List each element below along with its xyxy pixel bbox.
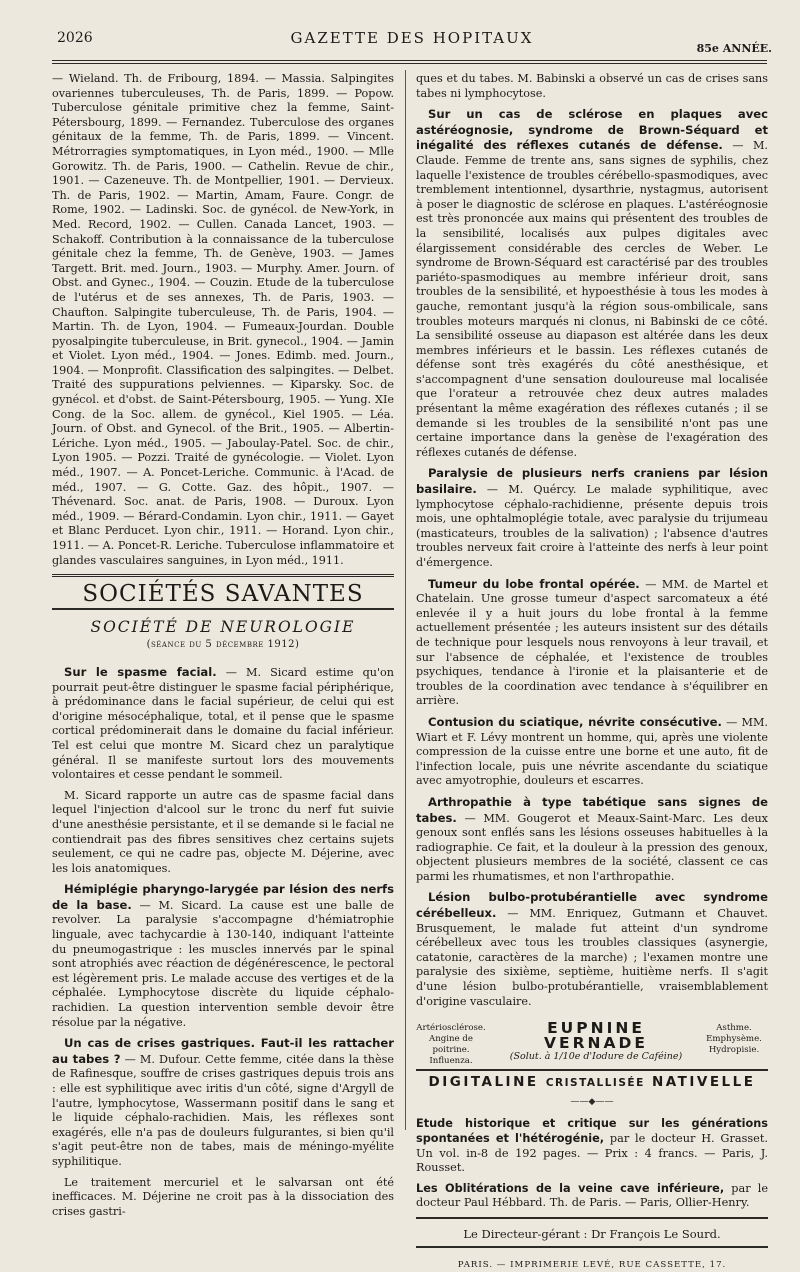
article-body: — M. Dufour. Cette femme, citée dans la thèse de Rafinesque, souffre de crises gastriques depuis trois ans : elle est syphilitique avec iritis d'un côté, signe d'Argyll de l'autre, lymphocytose, Wassermann positif dans le sang et le liquide céphalo-rachidien. Mais, les réflexes sont exagérés, elle n'a pas de douleurs fulgurantes, si bien qu'il s'agit peut-être non de tabes, mais de méningo-myélite syphilitique. [52, 1052, 394, 1168]
session-date: (séance du 5 décembre 1912) [146, 639, 300, 651]
year-label: 85e ANNÉE. [696, 42, 772, 55]
article-heading: Tumeur du lobe frontal opérée. [428, 576, 640, 591]
page-number: 2026 [57, 30, 93, 46]
footer-rule-2 [416, 1246, 768, 1248]
ad-brand-block [496, 1021, 696, 1065]
society-title: SOCIÉTÉ DE NEUROLOGIE [90, 617, 356, 636]
book-title: Les Oblitérations de la veine cave inférieure, [416, 1181, 725, 1195]
article-heading: Contusion du sciatique, névrite consécutive. [428, 714, 722, 729]
ornament-divider: ——◆—— [570, 1096, 614, 1107]
section-title: SOCIÉTÉS SAVANTES [82, 581, 364, 608]
bibliography: — Wieland. Th. de Fribourg, 1894. — Massia. Salpingites ovariennes tuberculeuses, Th. de Paris, 1899. — Popow. Tuberculose génitale primitive chez la femme, Saint-Pétersbourg, 1899. — Fernandez. Tuberculose des organes génitaux de la femme, Th. de Paris, 1899. — Vincent. Métrorragies symptomatiques, in Lyon méd., 1900. — Mlle Gorowitz. Th. de Paris, 1900. — Cathelin. Revue de chir., 1901. — Cazeneuve. Th. de Montpellier, 1901. — Dervieux. Th. de Paris, 1902. — Martin, Amam, Faure. Congr. de Rome, 1902. — Ladinski. Soc. de gynécol. de New-York, in Med. Record, 1902. — Cullen. Canada Lancet, 1903. — Schakoff. Contribution à la connaissance de la tuberculose génitale chez la femme, Th. de Genève, 1903. — James Targett. Brit. med. Journ., 1903. — Murphy. Amer. Journ. of Obst. and Gynec., 1904. — Couzin. Etude de la tuberculose de l'utérus et de ses annexes, Th. de Paris, 1903. — Chaufton. Salpingite tuberculeuse, Th. de Paris, 1904. — Martin. Th. de Lyon, 1904. — Fumeaux-Jourdan. Double pyosalpingite tuberculeuse, in Brit. gynecol., 1904. — Jamin et Violet. Lyon méd., 1904. — Jones. Edimb. med. Journ., 1904. — Monprofit. Classification des salpingites. — Delbet. Traité des suppurations pelviennes. — Kiparsky. Soc. de gynécol. et d'obst. de Saint-Pétersbourg, 1905. — Yung. XIe Cong. de la Soc. allem. de gynécol., Kiel 1905. — Léa. Journ. of Obst. and Gynecol. of the Brit., 1905. — Albertin-Lériche. Lyon méd., 1905. — Jaboulay-Patel. Soc. de chir., Lyon 1905. — Pozzi. Traité de gynécologie. — Violet. Lyon méd., 1907. — A. Poncet-Leriche. Communic. à l'Acad. de méd., 1907. — G. Cotte. Gaz. des hôpit., 1907. — Thévenard. Soc. anat. de Paris, 1908. — Duroux. Lyon méd., 1909. — Bérard-Condamin. Lyon chir., 1911. — Gayet et Blanc Perducet. Lyon chir., 1911. — Horand. Lyon chir., 1911. — A. Poncet-R. Leriche. Tuberculose inflammatoire et glandes vasculaires sanguines, in Lyon méd., 1911. [52, 72, 394, 567]
book-notice-1 [416, 1117, 768, 1175]
article-paragraph: Le traitement mercuriel et le salvarsan ont été inefficaces. M. Déjerine ne croit pas à la dissociation des crises gastri- [52, 1175, 394, 1218]
advertisement-eupnine [416, 1021, 768, 1065]
header-rule-2 [52, 63, 767, 64]
article-crises [52, 1036, 394, 1169]
right-column [416, 72, 768, 1272]
article-paralysie [416, 466, 768, 570]
article-heading: Hémiplégie pharyngo-larygée par lésion des nerfs de la base. [52, 882, 394, 912]
article-body: — M. Sicard. La cause est une balle de revolver. La paralysie s'accompagne d'hémiatrophie linguale, avec tachycardie à 130-140, indiquant l'atteinte du pneumogastrique : les muscles innervés par le spinal sont atrophiés avec réaction de dégénérescence, le pectoral est légèrement pris. Le malade accuse des vertiges et de la céphalée. Lymphocytose discrète du liquide céphalo-rachidien. La question intervention semble devoir être résolue par la négative. [52, 898, 394, 1029]
article-body: — M. Sicard estime qu'on pourrait peut-être distinguer le spasme facial périphérique, à prédominance dans le facial supérieur, de celui qui est d'origine mésocéphalique, total, et il pense que le spasme cortical prédominerait dans le domaine du facial inférieur. Tel est celui que montre M. Sicard chez un paralytique général. Il se manifeste surtout lors des mouvements volontaires et cesse pendant le sommeil. [52, 665, 394, 782]
header-rule [52, 60, 767, 61]
article-heading: Sur le spasme facial. [64, 664, 217, 679]
article-heading: Sur un cas de sclérose en plaques avec astéréognosie, syndrome de Brown-Séquard et inégalité des réflexes cutanés de défense. [416, 107, 768, 153]
article-body: — M. Quércy. Le malade syphilitique, avec lymphocytose céphalo-rachidienne, présente depuis trois mois, une ophtalmoplégie totale, avec paralysie du trijumeau (masticateurs, troubles de la salivation) ; l'absence d'autres troubles nerveux fait croire à l'atteinte des nerfs à leur point d'émergence. [416, 483, 768, 569]
article-heading: Arthropathie à type tabétique sans signes de tabes. [416, 794, 768, 825]
footer-rule [416, 1217, 768, 1219]
article-tumeur [416, 577, 768, 709]
article-body: — M. Claude. Femme de trente ans, sans signes de syphilis, chez laquelle l'existence de troubles cérébello-spasmodiques, avec tremblement intentionnel, dysarthrie, nystagmus, autorisent à poser le diagnostic de sclérose en plaques. L'astéréognosie est très prononcée aux mains qui présentent des troubles de la sensibilité, localisés aux pulpes digitales avec élargissement considérable des cercles de Weber. Le syndrome de Brown-Séquard est caractérisé par des troubles pariéto-spasmodiques au membre inférieur droit, sans troubles de la sensibilité, et hypoesthésie à tous les modes à gauche, remontant jusqu'à la région sous-ombilicale, sans troubles moteurs marqués ni clonus, ni Babinski de ce côté. La sensibilité osseuse au diapason est altérée dans les deux membres inférieurs et le bassin. Les réflexes cutanés de défense sont très exagérés du côté anesthésique, et s'accompagnent d'une sensation douloureuse mal localisée que l'orateur a retrouvée chez deux autres malades présentant la même exagération des réflexes cutanés ; il se demande si les troubles de la sensibilité n'ont pas une certaine importance dans la genèse de l'exagération des réflexes cutanés de défense. [416, 139, 768, 459]
continued-text: ques et du tabes. M. Babinski a observé un cas de crises sans tabes ni lymphocytose. [416, 72, 768, 100]
director-line: Le Directeur-gérant : Dr François Le Sourd. [463, 1226, 721, 1241]
article-heading: Lésion bulbo-protubérantielle avec syndrome cérébelleux. [416, 890, 768, 921]
advertisement-digitaline [416, 1075, 768, 1091]
article-paragraph: M. Sicard rapporte un autre cas de spasme facial dans lequel l'injection d'alcool sur le tronc du nerf fut suivie d'une anesthésie persistante, et il se demande si le facial ne contiendrait pas des fibres sensitives chez certains sujets seulement, ce qui ne cadre pas, objecte M. Déjerine, avec les lois anatomiques. [52, 788, 394, 875]
column-divider [405, 70, 406, 1130]
article-body: — MM. Enriquez, Gutmann et Chauvet. Brusquement, le malade fut atteint d'un syndrome cérébelleux avec tous les troubles classiques (asynergie, catatonie, caractères de la marche) ; l'examen montre une paralysie des sixième, septième, huitième nerfs. Il s'agit d'une lésion bulbo-protubérantielle, vraisemblablement d'origine vasculaire. [416, 907, 768, 1008]
article-lesion [416, 890, 768, 1009]
left-column [52, 72, 394, 1225]
article-arthropathie [416, 795, 768, 885]
article-heading: Paralysie de plusieurs nerfs craniens par lésion basilaire. [416, 466, 768, 497]
article-body: — MM. Wiart et F. Lévy montrent un homme, qui, après une violente compression de la cuisse entre une borne et une auto, fit de l'infection locale, puis une névrite ascendante du sciatique avec amyotrophie, douleurs et escarres. [416, 715, 768, 788]
article-body: — MM. Gougerot et Meaux-Saint-Marc. Les deux genoux sont enflés sans les lésions osseuses habituelles à la radiographie. Ce fait, et la douleur à la pression des genoux, objectent plusieurs membres de la société, classent ce cas parmi les rhumatismes, et non l'arthropathie. [416, 811, 768, 883]
book-notice-2 [416, 1182, 768, 1211]
printer-line: PARIS. — IMPRIMERIE LEVÉ, RUE CASSETTE, 17. [457, 1259, 727, 1270]
digitaline-word: DIGITALINE [428, 1074, 539, 1091]
article-heading: Un cas de crises gastriques. Faut-il les rattacher au tabes ? [52, 1036, 394, 1066]
ad-indications-right: Asthme. Emphysème. Hydropisie. [706, 1023, 762, 1056]
ad-indications-left: Artériosclérose. Angine de poitrine. Influenza. [416, 1023, 486, 1067]
article-contusion [416, 715, 768, 789]
article-hemiplegie [52, 882, 394, 1030]
ad-subtitle: (Solut. à 1/10e d'Iodure de Caféine) [509, 1051, 683, 1063]
ad-rule [416, 1069, 768, 1071]
article-spasme [52, 665, 394, 783]
digitaline-cristallisee: CRISTALLISÉE [545, 1077, 645, 1090]
article-body: — MM. de Martel et Chatelain. Une grosse tumeur d'aspect sarcomateux a été enlevée il y a huit jours du lobe frontal à la femme actuellement présentée ; les auteurs insistent sur des détails de technique pour lesquels nous renvoyons à leur travail, et sur l'absence de céphalée, et l'existence de troubles psychiques, tendance à l'ironie et la plaisanterie et de troubles de la coordination avec tendance à s'équilibrer en arrière. [416, 577, 768, 708]
digitaline-nativelle: NATIVELLE [651, 1074, 756, 1091]
section-rule-bottom [52, 608, 394, 610]
book-details: par le docteur Paul Hébbard. Th. de Paris. — Paris, Ollier-Henry. [416, 1181, 768, 1210]
ad-brand: EUPNINE VERNADE [544, 1019, 648, 1052]
article-sclerose [416, 107, 768, 460]
page-header [52, 26, 772, 56]
book-title: Etude historique et critique sur les générations spontanées et l'hétérogénie, [416, 1117, 768, 1145]
journal-title: GAZETTE DES HOPITAUX [290, 29, 534, 47]
section-rule [52, 574, 394, 577]
book-details: par le docteur H. Grasset. Un vol. in-8 de 192 pages. — Prix : 4 francs. — Paris, J. Rousset. [416, 1132, 768, 1175]
